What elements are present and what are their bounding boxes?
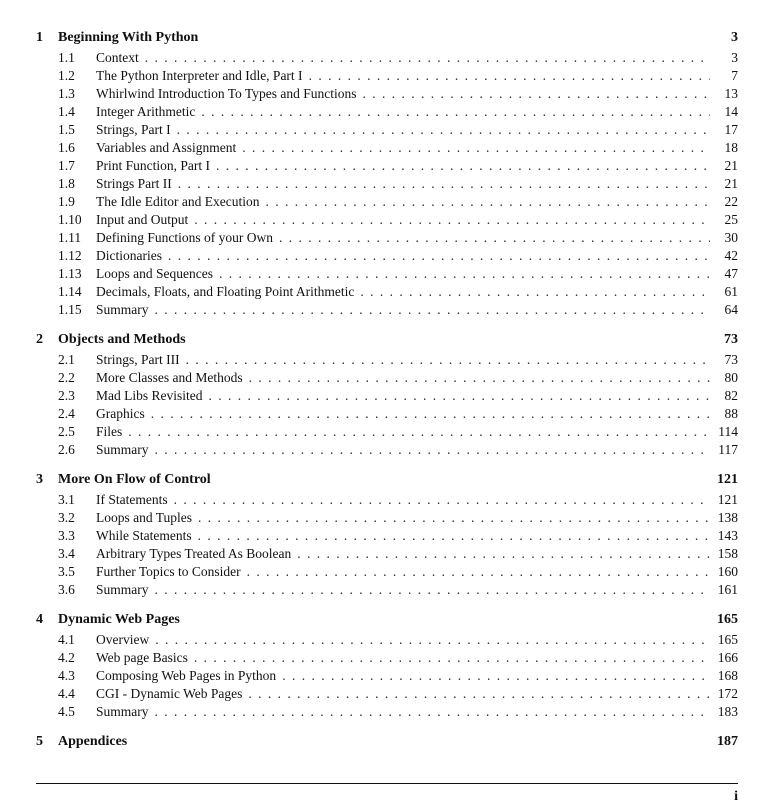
section-entry[interactable] <box>36 140 738 158</box>
section-title: Strings, Part III <box>96 352 180 367</box>
section-page-number: 114 <box>718 424 738 439</box>
section-number: 2.6 <box>58 442 75 457</box>
section-page-number: 21 <box>724 176 738 191</box>
section-number: 4.2 <box>58 650 75 665</box>
dot-leader <box>186 352 710 368</box>
section-entry[interactable] <box>36 424 738 442</box>
section-number: 1.1 <box>58 50 75 65</box>
section-number: 2.4 <box>58 406 75 421</box>
footer-divider <box>36 783 738 784</box>
section-entry[interactable] <box>36 388 738 406</box>
section-number: 4.4 <box>58 686 75 701</box>
section-title: While Statements <box>96 528 192 543</box>
section-number: 1.7 <box>58 158 75 173</box>
section-page-number: 138 <box>717 510 738 525</box>
section-title: Input and Output <box>96 212 189 227</box>
section-entry[interactable] <box>36 564 738 582</box>
section-entry[interactable] <box>36 510 738 528</box>
section-title: Files <box>96 424 123 439</box>
chapter-title: More On Flow of Control <box>58 472 211 487</box>
section-title: Further Topics to Consider <box>96 564 241 579</box>
section-number: 2.5 <box>58 424 75 439</box>
chapter-page-number: 187 <box>717 734 738 749</box>
section-page-number: 30 <box>724 230 738 245</box>
section-title: Variables and Assignment <box>96 140 237 155</box>
section-page-number: 165 <box>717 632 738 647</box>
dot-leader <box>155 302 711 318</box>
section-title: Summary <box>96 582 149 597</box>
section-entry[interactable] <box>36 86 738 104</box>
chapter-page-number: 165 <box>717 612 738 627</box>
section-page-number: 158 <box>717 546 738 561</box>
dot-leader <box>194 650 710 666</box>
dot-leader <box>265 194 710 210</box>
section-page-number: 21 <box>724 158 738 173</box>
section-entry[interactable] <box>36 158 738 176</box>
section-entry[interactable] <box>36 230 738 248</box>
section-page-number: 161 <box>717 582 738 597</box>
section-title: Integer Arithmetic <box>96 104 196 119</box>
section-title: Mad Libs Revisited <box>96 388 203 403</box>
section-title: Graphics <box>96 406 145 421</box>
chapter-entry[interactable] <box>36 332 738 352</box>
dot-leader <box>168 248 710 264</box>
section-number: 4.1 <box>58 632 75 647</box>
section-page-number: 18 <box>724 140 738 155</box>
dot-leader <box>145 50 710 66</box>
table-of-contents <box>36 30 738 766</box>
dot-leader <box>155 704 711 720</box>
dot-leader <box>198 528 710 544</box>
dot-leader <box>297 546 710 562</box>
section-page-number: 160 <box>717 564 738 579</box>
dot-leader <box>177 122 710 138</box>
section-number: 1.10 <box>58 212 82 227</box>
section-page-number: 172 <box>717 686 738 701</box>
section-title: Context <box>96 50 139 65</box>
section-number: 1.14 <box>58 284 82 299</box>
section-title: Loops and Tuples <box>96 510 193 525</box>
section-title: Dictionaries <box>96 248 162 263</box>
dot-leader <box>198 510 710 526</box>
section-entry[interactable] <box>36 284 738 302</box>
section-number: 2.3 <box>58 388 75 403</box>
section-entry[interactable] <box>36 212 738 230</box>
section-entry[interactable] <box>36 582 738 600</box>
section-number: 1.5 <box>58 122 75 137</box>
dot-leader <box>201 104 710 120</box>
dot-leader <box>151 406 710 422</box>
dot-leader <box>242 140 710 156</box>
section-page-number: 47 <box>724 266 738 281</box>
section-page-number: 13 <box>724 86 738 101</box>
dot-leader <box>155 632 710 648</box>
section-number: 3.2 <box>58 510 75 525</box>
section-title: The Python Interpreter and Idle, Part I <box>96 68 303 83</box>
section-title: Defining Functions of your Own <box>96 230 273 245</box>
section-page-number: 22 <box>724 194 738 209</box>
section-page-number: 17 <box>724 122 738 137</box>
dot-leader <box>282 668 710 684</box>
section-page-number: 3 <box>731 50 738 65</box>
section-title: Composing Web Pages in Python <box>96 668 277 683</box>
chapter-title: Beginning With Python <box>58 30 199 45</box>
dot-leader <box>178 176 710 192</box>
dot-leader <box>155 442 711 458</box>
section-page-number: 64 <box>724 302 738 317</box>
toc-chapter <box>36 332 738 460</box>
section-number: 2.2 <box>58 370 75 385</box>
section-number: 1.9 <box>58 194 75 209</box>
dot-leader <box>194 212 710 228</box>
section-number: 1.3 <box>58 86 75 101</box>
section-number: 1.6 <box>58 140 75 155</box>
section-page-number: 168 <box>717 668 738 683</box>
chapter-page-number: 121 <box>717 472 738 487</box>
section-entry[interactable] <box>36 686 738 704</box>
section-page-number: 61 <box>724 284 738 299</box>
section-entry[interactable] <box>36 668 738 686</box>
section-entry[interactable] <box>36 122 738 140</box>
section-title: Strings Part II <box>96 176 172 191</box>
section-entry[interactable] <box>36 546 738 564</box>
section-entry[interactable] <box>36 68 738 86</box>
section-entry[interactable] <box>36 248 738 266</box>
section-entry[interactable] <box>36 650 738 668</box>
section-page-number: 183 <box>717 704 738 719</box>
chapter-entry[interactable] <box>36 612 738 632</box>
section-page-number: 80 <box>724 370 738 385</box>
dot-leader <box>209 388 711 404</box>
section-entry[interactable] <box>36 704 738 722</box>
section-title: If Statements <box>96 492 168 507</box>
section-title: Summary <box>96 704 149 719</box>
section-entry[interactable] <box>36 528 738 546</box>
toc-chapter <box>36 612 738 722</box>
section-title: Decimals, Floats, and Floating Point Arithmetic <box>96 284 355 299</box>
chapter-number: 4 <box>36 612 43 627</box>
section-number: 1.2 <box>58 68 75 83</box>
chapter-entry[interactable] <box>36 30 738 50</box>
section-page-number: 166 <box>717 650 738 665</box>
section-page-number: 73 <box>724 352 738 367</box>
section-entry[interactable] <box>36 632 738 650</box>
section-title: Overview <box>96 632 150 647</box>
dot-leader <box>155 582 711 598</box>
section-entry[interactable] <box>36 370 738 388</box>
section-page-number: 117 <box>718 442 738 457</box>
section-page-number: 82 <box>724 388 738 403</box>
chapter-number: 2 <box>36 332 43 347</box>
chapter-page-number: 3 <box>731 30 738 45</box>
section-number: 3.4 <box>58 546 75 561</box>
section-entry[interactable] <box>36 50 738 68</box>
section-entry[interactable] <box>36 302 738 320</box>
section-entry[interactable] <box>36 176 738 194</box>
section-page-number: 88 <box>724 406 738 421</box>
section-title: Whirlwind Introduction To Types and Functions <box>96 86 357 101</box>
dot-leader <box>128 424 710 440</box>
section-number: 3.6 <box>58 582 75 597</box>
section-title: Arbitrary Types Treated As Boolean <box>96 546 292 561</box>
section-title: Web page Basics <box>96 650 188 665</box>
footer-page-number: i <box>734 789 738 804</box>
dot-leader <box>362 86 710 102</box>
section-page-number: 42 <box>724 248 738 263</box>
dot-leader <box>248 686 710 702</box>
dot-leader <box>219 266 710 282</box>
section-number: 1.15 <box>58 302 82 317</box>
chapter-title: Appendices <box>58 734 128 749</box>
section-page-number: 25 <box>724 212 738 227</box>
dot-leader <box>360 284 710 300</box>
section-title: The Idle Editor and Execution <box>96 194 260 209</box>
section-page-number: 7 <box>731 68 738 83</box>
dot-leader <box>216 158 710 174</box>
chapter-page-number: 73 <box>724 332 738 347</box>
toc-chapter <box>36 30 738 320</box>
section-title: Print Function, Part I <box>96 158 210 173</box>
section-number: 1.8 <box>58 176 75 191</box>
section-number: 1.11 <box>58 230 82 245</box>
section-number: 3.3 <box>58 528 75 543</box>
chapter-entry[interactable] <box>36 734 738 754</box>
section-number: 4.3 <box>58 668 75 683</box>
section-entry[interactable] <box>36 104 738 122</box>
chapter-title: Dynamic Web Pages <box>58 612 180 627</box>
section-page-number: 121 <box>717 492 738 507</box>
section-number: 1.13 <box>58 266 82 281</box>
section-number: 4.5 <box>58 704 75 719</box>
dot-leader <box>247 564 710 580</box>
section-page-number: 143 <box>717 528 738 543</box>
section-title: Loops and Sequences <box>96 266 213 281</box>
chapter-number: 3 <box>36 472 43 487</box>
section-number: 3.5 <box>58 564 75 579</box>
section-number: 1.4 <box>58 104 75 119</box>
section-title: Summary <box>96 302 149 317</box>
toc-chapter <box>36 734 738 754</box>
section-page-number: 14 <box>724 104 738 119</box>
section-entry[interactable] <box>36 266 738 284</box>
section-title: Summary <box>96 442 149 457</box>
section-entry[interactable] <box>36 352 738 370</box>
toc-chapter <box>36 472 738 600</box>
dot-leader <box>174 492 710 508</box>
chapter-entry[interactable] <box>36 472 738 492</box>
chapter-title: Objects and Methods <box>58 332 186 347</box>
dot-leader <box>309 68 710 84</box>
dot-leader <box>279 230 710 246</box>
dot-leader <box>249 370 710 386</box>
section-entry[interactable] <box>36 492 738 510</box>
chapter-number: 1 <box>36 30 43 45</box>
section-title: CGI - Dynamic Web Pages <box>96 686 243 701</box>
section-entry[interactable] <box>36 406 738 424</box>
section-title: Strings, Part I <box>96 122 171 137</box>
chapter-number: 5 <box>36 734 43 749</box>
section-number: 3.1 <box>58 492 75 507</box>
section-number: 2.1 <box>58 352 75 367</box>
section-title: More Classes and Methods <box>96 370 243 385</box>
section-number: 1.12 <box>58 248 82 263</box>
section-entry[interactable] <box>36 194 738 212</box>
section-entry[interactable] <box>36 442 738 460</box>
